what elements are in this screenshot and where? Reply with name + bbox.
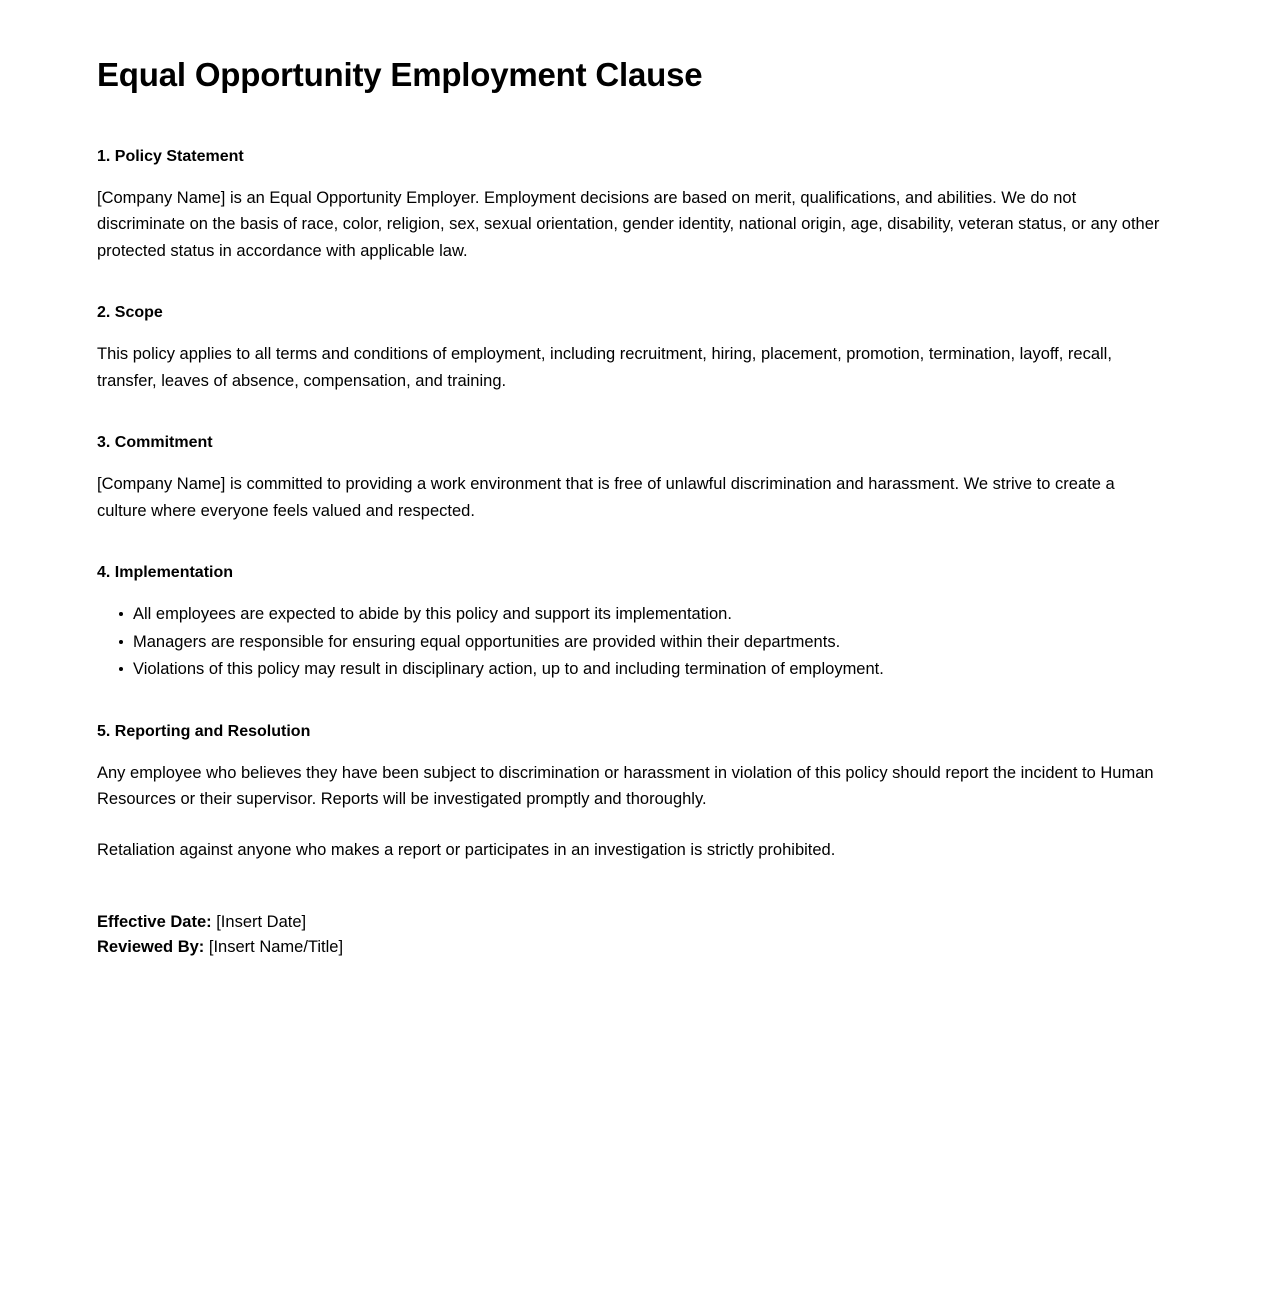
section-policy-statement bbox=[97, 147, 1160, 265]
section-heading-policy-statement: 1. Policy Statement bbox=[97, 147, 244, 165]
section-paragraph: [Company Name] is committed to providing a work environment that is free of unlawful discrimination and harassment. We strive to create a culture where everyone feels valued and respected. bbox=[97, 475, 1115, 520]
implementation-bullet-list bbox=[97, 601, 1160, 683]
section-heading-reporting-and-resolution: 5. Reporting and Resolution bbox=[97, 722, 311, 740]
reviewed-by-label: Reviewed By: bbox=[97, 938, 205, 957]
reviewed-by-value: [Insert Name/Title] bbox=[208, 938, 344, 957]
list-item: Managers are responsible for ensuring equal opportunities are provided within their departments. bbox=[119, 629, 1160, 656]
section-paragraph: Retaliation against anyone who makes a report or participates in an investigation is strictly prohibited. bbox=[97, 840, 836, 859]
effective-date-label: Effective Date: bbox=[97, 913, 212, 932]
section-heading-implementation: 4. Implementation bbox=[97, 564, 234, 582]
effective-date-value: [Insert Date] bbox=[216, 913, 307, 932]
section-paragraph: [Company Name] is an Equal Opportunity Employer. Employment decisions are based on merit, qualifications, and abilities. We do not discriminate on the basis of race, color, religion, sex, sexual orientation, gender identity, national origin, age, disability, veteran status, or any other protected status in accordance with applicable law. bbox=[97, 188, 1160, 260]
signoff-block bbox=[97, 910, 1160, 960]
section-scope bbox=[97, 303, 1160, 394]
list-item: All employees are expected to abide by this policy and support its implementation. bbox=[119, 601, 1160, 628]
section-commitment bbox=[97, 433, 1160, 524]
list-item: Violations of this policy may result in disciplinary action, up to and including termination of employment. bbox=[119, 656, 1160, 683]
section-paragraph: This policy applies to all terms and conditions of employment, including recruitment, hiring, placement, promotion, termination, layoff, recall, transfer, leaves of absence, compensation, and training. bbox=[97, 345, 1112, 390]
page-title: Equal Opportunity Employment Clause bbox=[97, 56, 703, 93]
section-reporting-and-resolution bbox=[97, 722, 1160, 864]
effective-date-line bbox=[97, 910, 1160, 935]
section-heading-scope: 2. Scope bbox=[97, 304, 163, 322]
section-paragraph: Any employee who believes they have been subject to discrimination or harassment in violation of this policy should report the incident to Human Resources or their supervisor. Reports will be investigated promptly and thoroughly. bbox=[97, 763, 1154, 809]
section-heading-commitment: 3. Commitment bbox=[97, 434, 213, 452]
section-implementation bbox=[97, 563, 1160, 683]
reviewed-by-line bbox=[97, 935, 1160, 960]
